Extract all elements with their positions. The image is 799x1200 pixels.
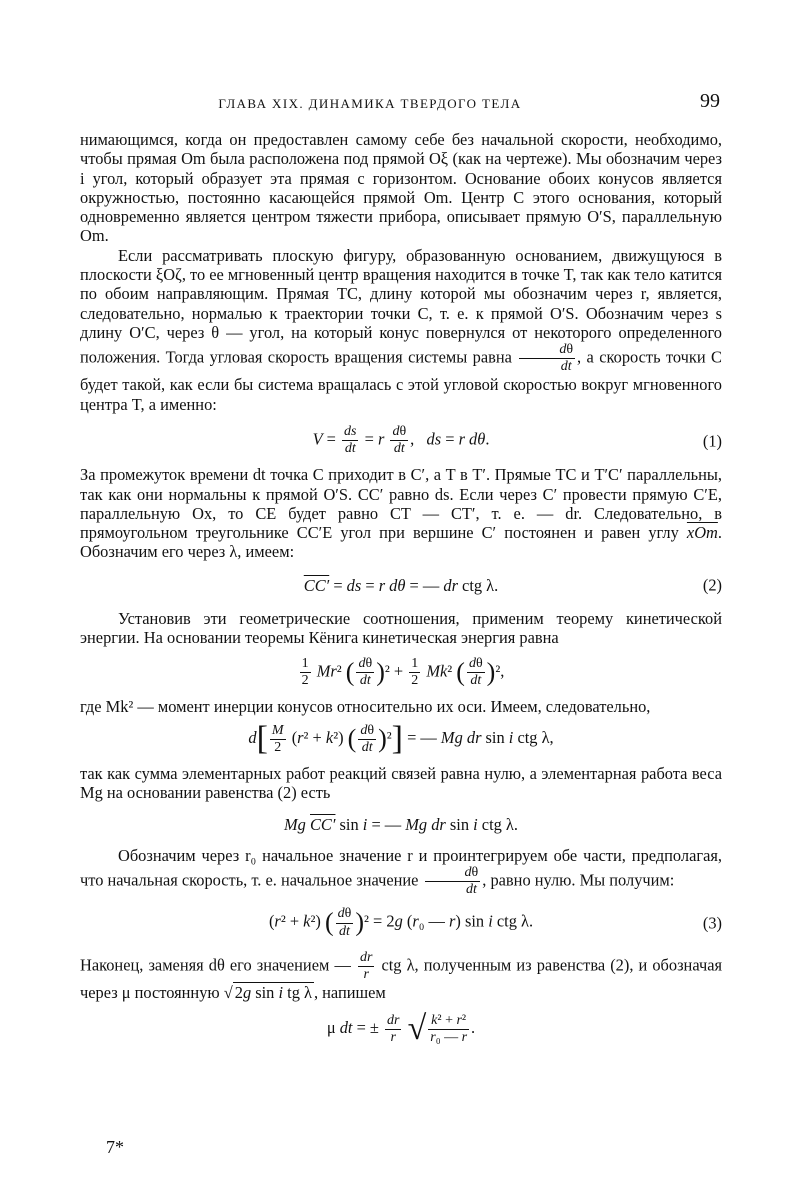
equation-2: CC′ = ds = r dθ = — dr ctg λ. (2) (303, 575, 722, 595)
page-number: 99 (700, 90, 720, 112)
dtheta-dt-fraction-2: $\frac{d\theta}{dt}$ (425, 865, 481, 898)
paragraph-8: Наконец, заменяя dθ его значением — $\frac{dr}{r}$ ctg λ, полученным из равенства (2), и обозначая через μ постоянную √ 2g sin i tg λ , напишем (80, 949, 723, 1002)
paragraph-1: нимающимся, когда он предоставлен самому себе без начальной скорости, необходимо, чтобы прямая Om была расположена под прямой Oξ (как на чертеже). Мы обозначим через i угол, который образует эта прямая с горизонтом. Основание обоих конусов является окружностью, постоянно касающейся прямой Om. Центр C этого основания, который одновременно является центром тяжести прибора, описывает прямую O′S, параллельную Om. (80, 130, 722, 246)
paragraph-5: где Mk² — момент инерции конусов относительно их оси. Имеем, следовательно, (80, 696, 651, 716)
running-header (80, 92, 720, 116)
equation-1-number: (1) (702, 430, 722, 450)
mu-dt-formula: μ dt = ± $\frac{dr}{r}$ √ $\frac{\text{k² + r²}}{\text{r₀ — r}}$ . (326, 1010, 476, 1048)
equation-3: (r² + k²) ( $\frac{d\theta}{dt}$ )² = 2g (r₀ — r) sin i ctg λ. (3) (268, 906, 722, 939)
work-energy-equation: d[ $\frac{M}{2}$ (r² + k²) ( $\frac{d\theta}{dt}$ )²] = — Mg dr sin i ctg λ, (248, 720, 554, 758)
dtheta-dt-fraction: $\frac{d\theta}{dt}$ (519, 342, 575, 375)
angle-label: $\overline{xOm}$ (686, 523, 718, 543)
kinetic-energy-formula: $\frac{1}{2}$ Mr² ( $\frac{d\theta}{dt}$ )² + $\frac{1}{2}$ Mk² ( $\frac{d\theta}{dt}$ )², (301, 655, 505, 688)
equation-1: V = $\frac{ds}{dt}$ = r $\frac{d\theta}{dt}$ , ds = r dθ. (1) (312, 424, 722, 457)
equation-3-number: (3) (702, 913, 722, 933)
equation-2-number: (2) (702, 575, 722, 595)
paragraph-7: Обозначим через r₀ начальное значение r и проинтегрируем обе части, предполагая, что начальная скорость, т. е. начальное значение $\frac{d\theta}{dt}$ , равно нулю. Мы получим: (80, 845, 722, 898)
page-body (80, 130, 722, 1046)
running-title: ГЛАВА XIX. ДИНАМИКА ТВЕРДОГО ТЕЛА (218, 96, 522, 111)
paragraph-2: Если рассматривать плоскую фигуру, образованную основанием, движущуюся в плоскости ξOζ, то ее мгновенный центр вращения находится в точке T, так как тело катится по обоим направляющим. Прямая TC, длину которой мы обозначим через r, является, следовательно, нормалью к траектории точки C, т. е. к прямой O′S. Обозначим через s длину O′C, через θ — угол, на который конус повернулся от некоторого определенного положения. Тогда угловая скорость вращения системы равна $\frac{d\theta}{dt}$ , а скорость точки C будет такой, как если бы система вращалась с этой угловой скоростью вокруг мгновенного центра T, а именно: (80, 245, 722, 414)
signature-mark: 7* (106, 1137, 124, 1157)
paragraph-3: За промежуток времени dt точка C приходит в C′, а T в T′. Прямые TC и T′C′ параллельны, так как они нормальны к прямой O′S. CC′ равно ds. Если через C′ провести прямую C′E, параллельную Ox, то CE будет равно CT — CT′, т. е. — dr. Следовательно, в прямоугольном треугольнике CC′E угол при вершине C′ постоянен и равен углу $\overline{xOm}$. Обозначим его через λ, имеем: (80, 465, 722, 562)
paragraph-4: Установив эти геометрические соотношения, применим теорему кинетической энергии. На основании теоремы Кёнига кинетическая энергия равна (80, 609, 722, 648)
paragraph-6: так как сумма элементарных работ реакций связей равна нулю, а элементарная работа веса Mg на основании равенства (2) есть (80, 764, 722, 803)
work-of-weight-formula: Mg CC′ sin i = — Mg dr sin i ctg λ. (284, 814, 518, 834)
